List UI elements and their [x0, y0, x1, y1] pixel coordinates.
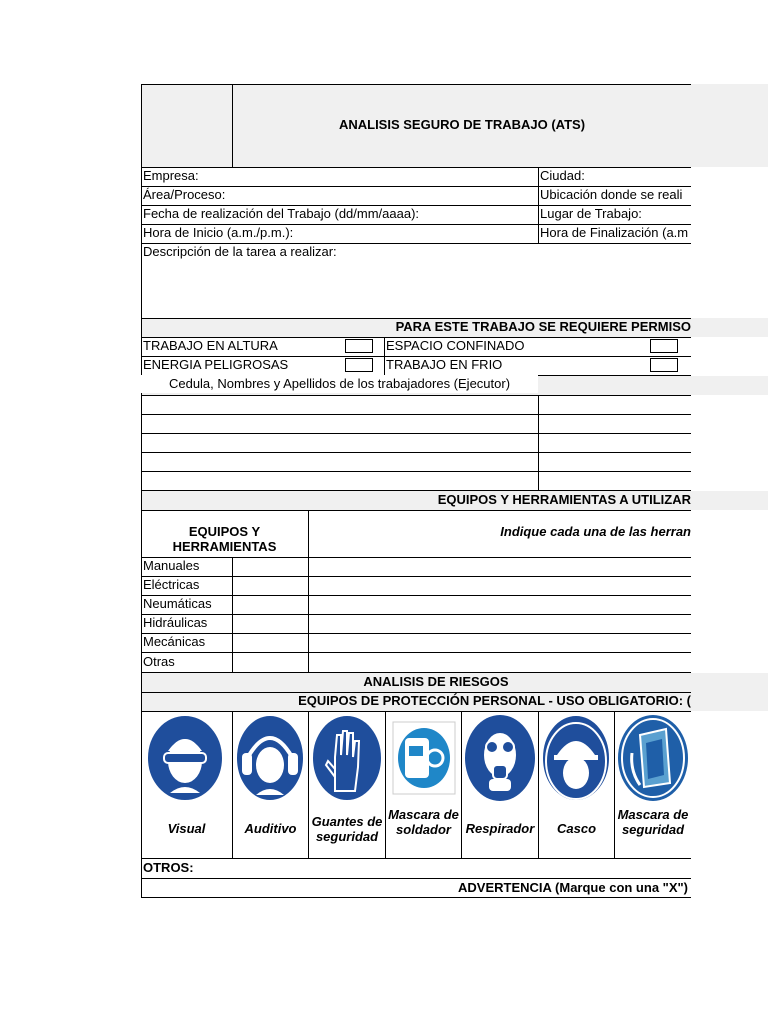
ppe-label: Mascara de soldador	[388, 807, 459, 837]
goggles-icon	[144, 713, 226, 803]
area-field[interactable]: Área/Proceso:	[143, 187, 226, 202]
col-divider	[538, 395, 539, 491]
col-divider	[232, 557, 233, 672]
equipo-row-label: Neumáticas	[143, 596, 212, 611]
permiso-label: ESPACIO CONFINADO	[386, 338, 525, 353]
ppe-label: Auditivo	[244, 821, 297, 836]
respirator-icon	[463, 713, 537, 803]
rule	[141, 510, 691, 511]
lugar-field[interactable]: Lugar de Trabajo:	[540, 206, 642, 221]
border-bottom	[141, 897, 691, 898]
permiso-altura-checkbox[interactable]	[345, 339, 373, 353]
rule	[141, 452, 691, 453]
permiso-energia-checkbox[interactable]	[345, 358, 373, 372]
page-title: ANALISIS SEGURO DE TRABAJO (ATS)	[338, 117, 586, 132]
border-top	[141, 84, 691, 85]
hora-inicio-field[interactable]: Hora de Inicio (a.m./p.m.):	[143, 225, 294, 240]
ppe-label: Respirador	[465, 821, 535, 836]
trabajadores-heading: Cedula, Nombres y Apellidos de los trabajadores (Ejecutor)	[141, 375, 538, 393]
rule	[141, 471, 691, 472]
col-divider	[384, 337, 385, 375]
rule	[141, 395, 691, 396]
advertencia-heading: ADVERTENCIA (Marque con una "X")	[458, 880, 688, 895]
rule	[141, 414, 691, 415]
hora-fin-field[interactable]: Hora de Finalización (a.m	[540, 225, 689, 240]
gloves-icon	[310, 713, 384, 803]
permiso-label: ENERGIA PELIGROSAS	[143, 357, 289, 372]
border-left	[141, 84, 142, 898]
ciudad-field[interactable]: Ciudad:	[540, 168, 585, 183]
riesgos-heading: ANALISIS DE RIESGOS	[363, 674, 509, 689]
ear-protection-icon	[234, 713, 306, 803]
welding-mask-icon	[391, 720, 457, 796]
equipos-heading: EQUIPOS Y HERRAMIENTAS A UTILIZAR	[437, 492, 691, 507]
equipo-row-label: Otras	[143, 654, 175, 669]
rule	[141, 711, 691, 712]
col-divider	[538, 167, 539, 243]
equipo-row-label: Manuales	[143, 558, 200, 573]
col-divider	[308, 510, 309, 672]
fecha-field[interactable]: Fecha de realización del Trabajo (dd/mm/aaaa):	[143, 206, 420, 221]
ppe-label: Guantes de seguridad	[311, 814, 383, 844]
permiso-confinado-checkbox[interactable]	[650, 339, 678, 353]
rule	[141, 433, 691, 434]
ppe-label: Mascara de seguridad	[617, 807, 689, 837]
logo-divider	[232, 84, 233, 167]
descripcion-field[interactable]: Descripción de la tarea a realizar:	[143, 244, 337, 259]
equipo-row-label: Hidráulicas	[143, 615, 208, 630]
ubicacion-field[interactable]: Ubicación donde se reali	[540, 187, 683, 202]
permiso-label: TRABAJO EN FRIO	[386, 357, 503, 372]
helmet-icon	[540, 713, 612, 803]
otros-label: OTROS:	[143, 860, 194, 875]
permisos-heading: PARA ESTE TRABAJO SE REQUIERE PERMISO	[395, 319, 691, 334]
permiso-frio-checkbox[interactable]	[650, 358, 678, 372]
equipos-col-label: EQUIPOS Y HERRAMIENTAS	[172, 524, 277, 554]
permiso-label: TRABAJO EN ALTURA	[143, 338, 278, 353]
equipos-instruction: Indique cada una de las herran	[500, 524, 691, 539]
ppe-label: Visual	[167, 821, 206, 836]
ats-form	[141, 84, 691, 898]
epp-heading: EQUIPOS DE PROTECCIÓN PERSONAL - USO OBLIGATORIO: (	[298, 693, 691, 708]
logo-cell	[141, 84, 233, 167]
equipo-row-label: Mecánicas	[143, 634, 206, 649]
equipo-row-label: Eléctricas	[143, 577, 200, 592]
ppe-label: Casco	[556, 821, 597, 836]
face-shield-icon	[616, 713, 690, 803]
empresa-field[interactable]: Empresa:	[143, 168, 199, 183]
